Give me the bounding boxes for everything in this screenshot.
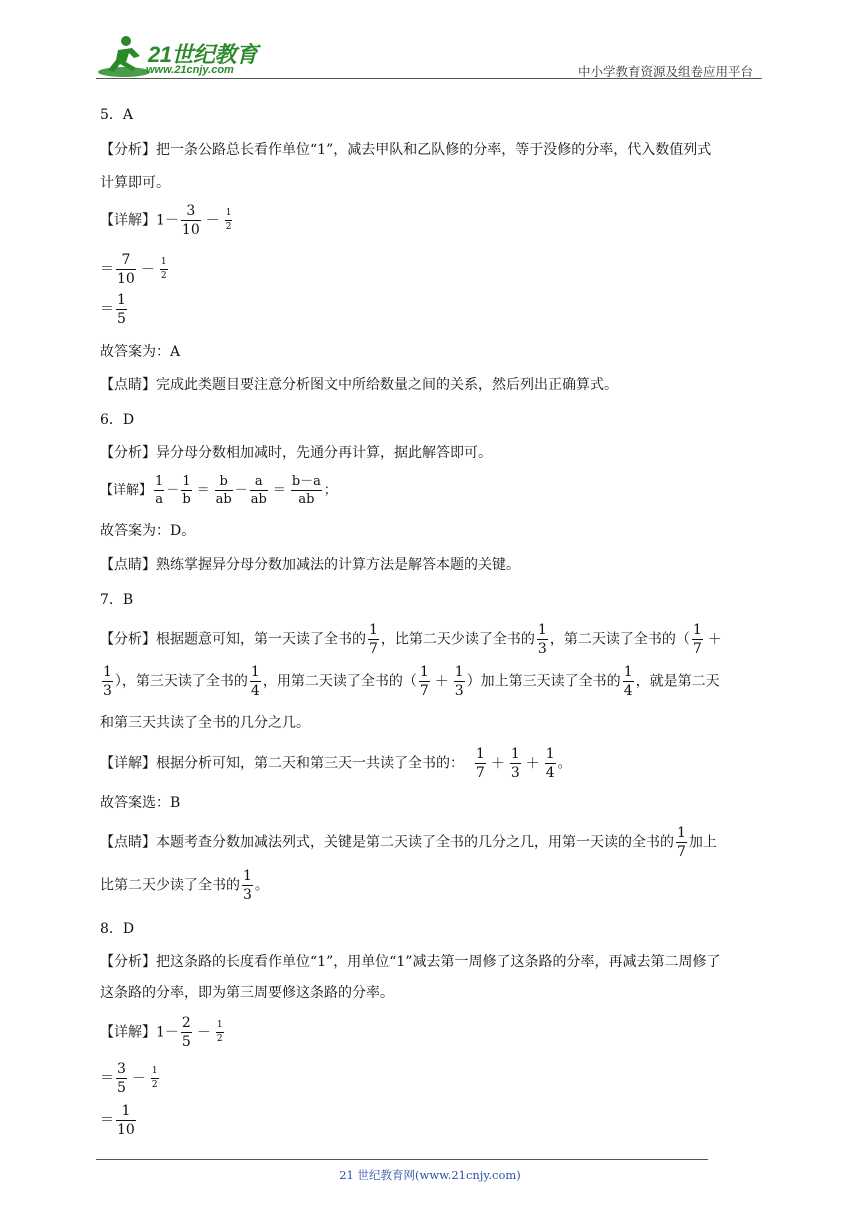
q5-title: 5．A bbox=[100, 107, 134, 123]
q7-tip-line2: 比第二天少读了全书的 $\frac{1}{3}$ 。 bbox=[100, 868, 269, 903]
q5-detail: 【详解】1－ $\frac{3}{10}$ － $\frac{1}{2}$ bbox=[100, 203, 232, 238]
q6-title: 6．D bbox=[100, 412, 135, 428]
q6-analysis: 【分析】异分母分数相加减时，先通分再计算，据此解答即可。 bbox=[100, 445, 492, 461]
q6-answer: 故答案为：D。 bbox=[100, 523, 196, 539]
header-platform-text: 中小学教育资源及组卷应用平台 bbox=[578, 64, 754, 79]
q5-result: ＝ $\frac{1}{5}$ bbox=[100, 292, 126, 327]
q8-analysis-line2: 这条路的分率，即为第三周要修这条路的分率。 bbox=[100, 985, 394, 1001]
header-divider bbox=[96, 78, 762, 79]
q7-title: 7．B bbox=[100, 592, 134, 608]
q5-analysis-line2: 计算即可。 bbox=[100, 175, 170, 191]
q8-step1: ＝ $\frac{3}{5}$ － $\frac{1}{2}$ bbox=[100, 1061, 158, 1096]
q7-detail: 【详解】根据分析可知，第二天和第三天一共读了全书的： $\frac{1}{7}$ ＋ $\frac{1}{3}$ ＋ $\frac{1}{4}$ 。 bbox=[100, 746, 572, 781]
q8-result: ＝ $\frac{1}{10}$ bbox=[100, 1103, 135, 1138]
q8-title: 8．D bbox=[100, 921, 135, 937]
q7-analysis-line2: $\frac{1}{3}$ ），第三天读了全书的 $\frac{1}{4}$ ，用第二天读了全书的（ $\frac{1}{7}$ ＋ $\frac{1}{3}$ ）加上第三天读了全书的 $\frac{1}{4}$ ，就是第二天 bbox=[103, 664, 720, 699]
logo-text: 21世纪教育 bbox=[148, 42, 258, 67]
q8-detail: 【详解】1－ $\frac{2}{5}$ － $\frac{1}{2}$ bbox=[100, 1015, 223, 1050]
q6-tip: 【点睛】熟练掌握异分母分数加减法的计算方法是解答本题的关键。 bbox=[100, 557, 520, 573]
q5-analysis-line1: 【分析】把一条公路总长看作单位“1”，减去甲队和乙队修的分率，等于没修的分率，代入数值列式 bbox=[100, 142, 712, 158]
logo-url: www.21cnjy.com bbox=[146, 64, 234, 76]
footer-text: 21 世纪教育网(www.21cnjy.com) bbox=[339, 1168, 521, 1182]
q8-analysis-line1: 【分析】把这条路的长度看作单位“1”，用单位“1”减去第一周修了这条路的分率，再减去第二周修了 bbox=[100, 954, 721, 970]
q5-answer: 故答案为：A bbox=[100, 344, 181, 360]
q5-tip: 【点睛】完成此类题目要注意分析图文中所给数量之间的关系，然后列出正确算式。 bbox=[100, 377, 618, 393]
q6-detail: 【详解】 $\frac{1}{a}$ － $\frac{1}{b}$ ＝ $\frac{b}{ab}$ － $\frac{a}{ab}$ ＝ $\frac{b-a}{ab}$ ； bbox=[100, 474, 337, 507]
q7-answer: 故答案选：B bbox=[100, 795, 181, 811]
q7-analysis-line3: 和第三天共读了全书的几分之几。 bbox=[100, 715, 310, 731]
q7-analysis-line1: 【分析】根据题意可知，第一天读了全书的 $\frac{1}{7}$ ，比第二天少读了全书的 $\frac{1}{3}$ ，第二天读了全书的（ $\frac{1}{7}$ ＋ bbox=[100, 622, 722, 657]
q7-tip-line1: 【点睛】本题考查分数加减法列式，关键是第二天读了全书的几分之几，用第一天读的全书的 $\frac{1}{7}$ 加上 bbox=[100, 825, 717, 860]
footer-divider bbox=[96, 1159, 708, 1160]
q5-step1: ＝ $\frac{7}{10}$ － $\frac{1}{2}$ bbox=[100, 252, 167, 287]
